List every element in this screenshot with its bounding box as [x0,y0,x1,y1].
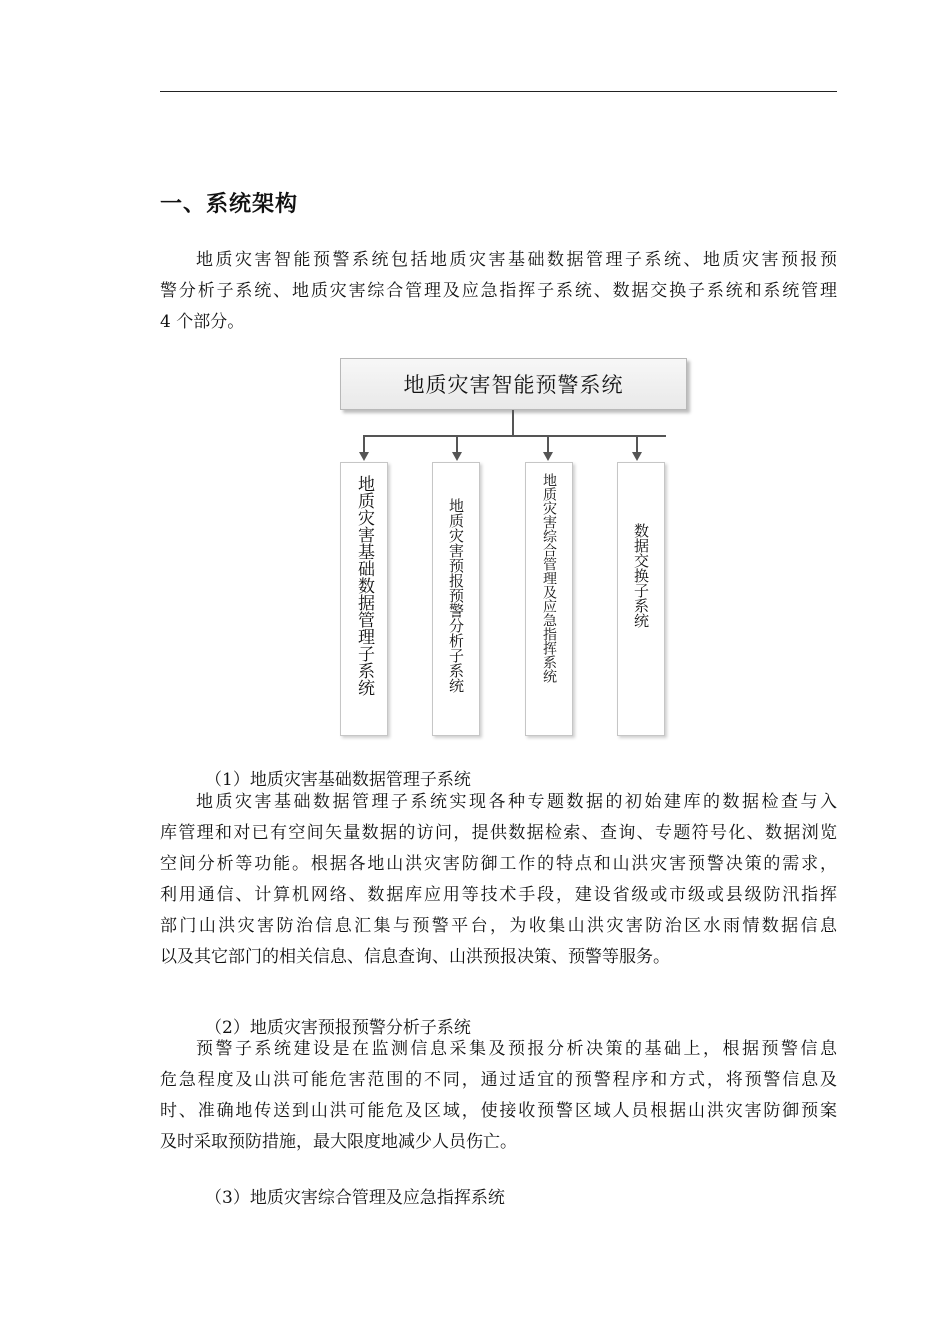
connector-trunk [512,410,514,436]
child-box-emergency-command [525,462,573,736]
child-box-forecast-warning [432,462,480,736]
header-rule [160,91,837,92]
arrow-down-icon [632,452,642,461]
arrow-down-icon [452,452,462,461]
connector-drop [363,435,365,453]
intro-line: 4 个部分。 [160,312,245,332]
section-paragraph [160,787,837,973]
connector-drop [456,435,458,453]
child-label: 地质灾害综合管理及应急指挥系统 [541,473,557,683]
subsection-title: （2）地质灾害预报预警分析子系统 [205,1018,471,1038]
arrow-down-icon [359,452,369,461]
diagram-root-box: 地质灾害智能预警系统 [340,358,687,410]
child-box-basic-data [340,462,388,736]
paragraph-line: 及时采取预防措施，最大限度地减少人员伤亡。 [160,1132,517,1152]
child-label: 地质灾害预报预警分析子系统 [447,498,465,693]
paragraph-line: 利用通信、计算机网络、数据库应用等技术手段，建设省级或市级或县级防汛指挥 [160,885,837,905]
connector-drop [547,435,549,453]
arrow-down-icon [543,452,553,461]
intro-line: 地质灾害智能预警系统包括地质灾害基础数据管理子系统、地质灾害预报预 [196,250,837,270]
child-label: 数据交换子系统 [632,523,650,628]
paragraph-line: 时、准确地传送到山洪可能危及区域，使接收预警区域人员根据山洪灾害防御预案 [160,1101,837,1121]
paragraph-line: 部门山洪灾害防治信息汇集与预警平台，为收集山洪灾害防治区水雨情数据信息 [160,916,837,936]
subsection-title: （1）地质灾害基础数据管理子系统 [205,770,471,790]
section-paragraph [160,1034,837,1158]
paragraph-line: 地质灾害基础数据管理子系统实现各种专题数据的初始建库的数据检查与入 [196,792,837,812]
paragraph-line: 库管理和对已有空间矢量数据的访问，提供数据检索、查询、专题符号化、数据浏览 [160,823,837,843]
child-label: 地质灾害基础数据管理子系统 [354,475,374,696]
connector-bar [363,435,666,437]
architecture-diagram [330,355,690,745]
section-heading: 一、系统架构 [160,192,299,217]
intro-line: 警分析子系统、地质灾害综合管理及应急指挥子系统、数据交换子系统和系统管理 [160,281,837,301]
paragraph-line: 预警子系统建设是在监测信息采集及预报分析决策的基础上，根据预警信息 [196,1039,837,1059]
intro-paragraph [160,245,837,338]
subsection-title: （3）地质灾害综合管理及应急指挥系统 [205,1188,505,1208]
connector-drop [636,435,638,453]
paragraph-line: 空间分析等功能。根据各地山洪灾害防御工作的特点和山洪灾害预警决策的需求， [160,854,837,874]
child-box-data-exchange [617,462,665,736]
paragraph-line: 以及其它部门的相关信息、信息查询、山洪预报决策、预警等服务。 [160,947,670,967]
paragraph-line: 危急程度及山洪可能危害范围的不同，通过适宜的预警程序和方式，将预警信息及 [160,1070,837,1090]
